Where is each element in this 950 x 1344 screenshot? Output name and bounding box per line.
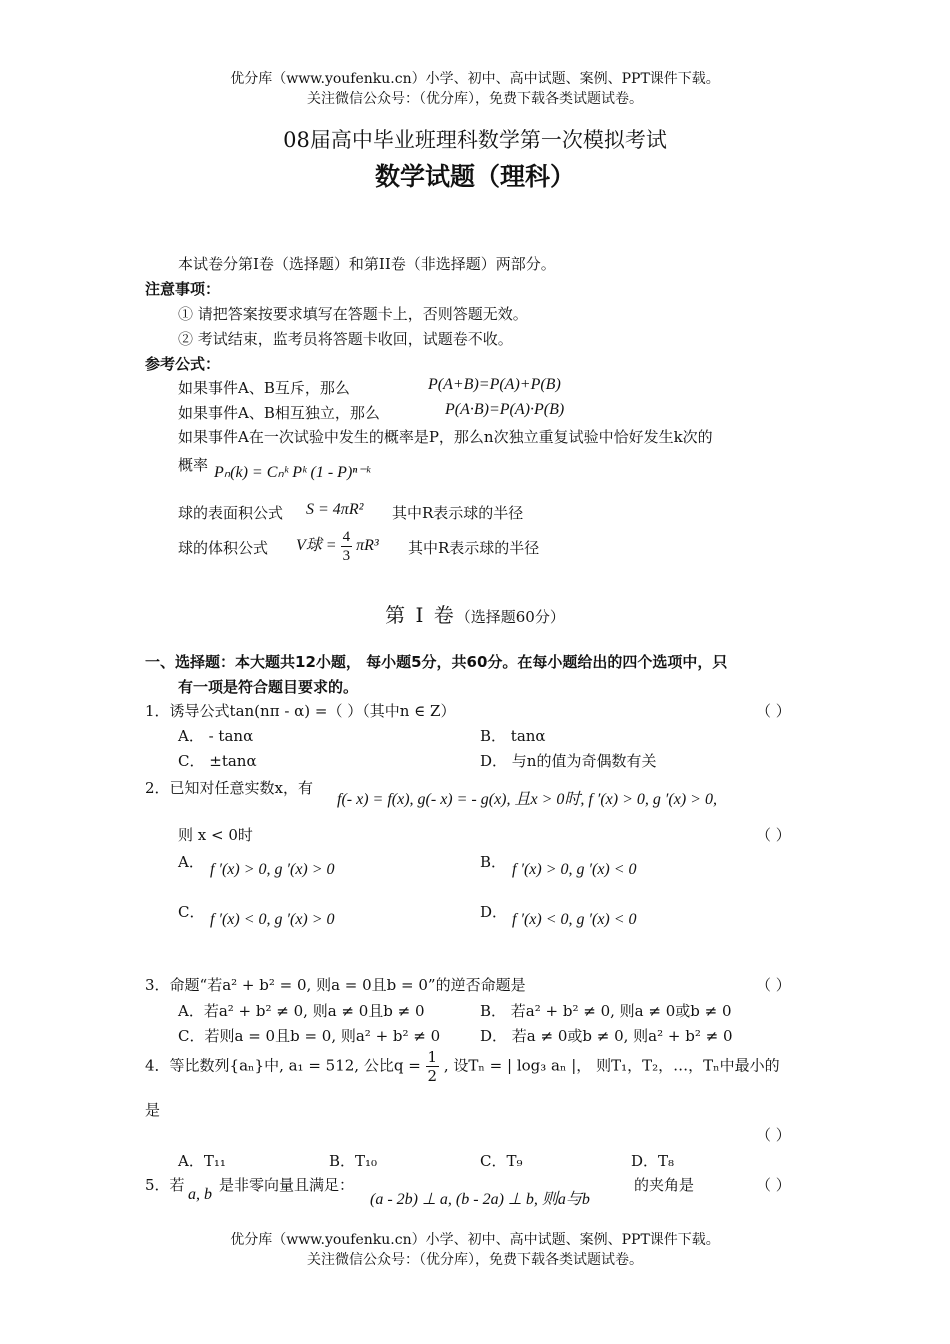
q4-option-a[interactable]: A．T₁₁ bbox=[178, 1152, 226, 1170]
q5-stem-part-a: 5．若 bbox=[145, 1176, 185, 1194]
q5-stem-part-b: 是非零向量且满足： bbox=[219, 1176, 355, 1194]
site-footer-line-1: 优分库（www.youfenku.cn）小学、初中、高中试题、案例、PPT课件下载。 bbox=[230, 1232, 720, 1248]
q2-option-c-label[interactable]: C． bbox=[178, 903, 205, 921]
q4-answer-paren[interactable]: （ ） bbox=[756, 1126, 791, 1144]
q2-option-d-label[interactable]: D． bbox=[480, 903, 508, 921]
binomial-label: 概率 bbox=[178, 456, 209, 474]
section-title-sub: （选择题60分） bbox=[455, 608, 565, 626]
binomial-text: 如果事件A在一次试验中发生的概率是P，那么n次独立重复试验中恰好发生k次的 bbox=[178, 428, 713, 446]
part1-instructions-line-2: 有一项是符合题目要求的。 bbox=[178, 678, 359, 696]
sphere-volume-note: 其中R表示球的半径 bbox=[408, 539, 540, 557]
formulas-heading: 参考公式： bbox=[145, 355, 221, 373]
q4-option-d[interactable]: D．T₈ bbox=[631, 1152, 675, 1170]
q1-stem: 1．诱导公式tan(nπ - α) =（ ）（其中n ∈ Z） bbox=[145, 702, 456, 720]
exclusive-events-formula: P(A+B)=P(A)+P(B) bbox=[428, 376, 561, 393]
part1-instructions-line-1: 一、选择题：本大题共12小题， 每小题5分，共60分。在每小题给出的四个选项中，只 bbox=[145, 653, 728, 671]
q4-ratio-numerator: 1 bbox=[427, 1048, 438, 1066]
sphere-volume-lhs: V球 = bbox=[296, 537, 337, 555]
q2-option-d[interactable]: f ′(x) < 0, g ′(x) < 0 bbox=[512, 911, 637, 928]
sphere-volume-fraction bbox=[341, 528, 353, 565]
q1-option-c[interactable]: C． ±tanα bbox=[178, 752, 257, 770]
binomial-formula: Pₙ(k) = Cₙᵏ Pᵏ (1 - P)ⁿ⁻ᵏ bbox=[214, 464, 371, 481]
q1-option-a[interactable]: A． - tanα bbox=[178, 727, 254, 745]
q2-option-c[interactable]: f ′(x) < 0, g ′(x) > 0 bbox=[210, 911, 335, 928]
sphere-volume-rhs: πR³ bbox=[356, 537, 379, 555]
notes-heading: 注意事项： bbox=[145, 280, 221, 298]
q4-ratio-denominator: 2 bbox=[427, 1067, 438, 1085]
sphere-volume-formula bbox=[296, 528, 379, 565]
q2-option-b[interactable]: f ′(x) > 0, g ′(x) < 0 bbox=[512, 861, 637, 878]
q4-stem-part-b: , 设Tₙ = | log₃ aₙ |， 则T₁，T₂，…，Tₙ中最小的 bbox=[443, 1056, 780, 1075]
sphere-volume-text: 球的体积公式 bbox=[178, 539, 269, 557]
q4-ratio-fraction bbox=[426, 1048, 440, 1085]
q3-stem: 3．命题“若a² + b² = 0, 则a = 0且b = 0”的逆否命题是 bbox=[145, 976, 526, 994]
q3-option-a[interactable]: A．若a² + b² ≠ 0, 则a ≠ 0且b ≠ 0 bbox=[178, 1002, 425, 1020]
note-item-1: ① 请把答案按要求填写在答题卡上，否则答题无效。 bbox=[178, 305, 528, 323]
q1-option-b[interactable]: B． tanα bbox=[480, 727, 546, 745]
site-footer-line-2: 关注微信公众号：（优分库），免费下载各类试题试卷。 bbox=[307, 1252, 643, 1268]
q3-option-d[interactable]: D． 若a ≠ 0或b ≠ 0, 则a² + b² ≠ 0 bbox=[480, 1027, 733, 1045]
q5-answer-paren[interactable]: （ ） bbox=[756, 1176, 791, 1194]
q3-option-c[interactable]: C．若则a = 0且b = 0, 则a² + b² ≠ 0 bbox=[178, 1027, 441, 1045]
q5-formula: (a - 2b) ⊥ a, (b - 2a) ⊥ b, 则a与b bbox=[370, 1191, 590, 1208]
sphere-area-formula: S = 4πR² bbox=[306, 501, 364, 518]
q1-answer-paren[interactable]: （ ） bbox=[756, 702, 791, 720]
section-title bbox=[0, 599, 950, 628]
independent-events-formula: P(A·B)=P(A)·P(B) bbox=[445, 401, 565, 418]
q2-option-b-label[interactable]: B． bbox=[480, 853, 507, 871]
sphere-volume-denominator: 3 bbox=[342, 548, 351, 564]
sphere-volume-numerator: 4 bbox=[342, 529, 351, 545]
q2-option-a[interactable]: f ′(x) > 0, g ′(x) > 0 bbox=[210, 861, 335, 878]
sphere-area-text: 球的表面积公式 bbox=[178, 504, 284, 522]
site-header-line-1: 优分库（www.youfenku.cn）小学、初中、高中试题、案例、PPT课件下载。 bbox=[230, 71, 720, 87]
q2-stem: 2．已知对任意实数x，有 bbox=[145, 779, 314, 797]
exam-title: 08届高中毕业班理科数学第一次模拟考试 bbox=[283, 128, 667, 152]
exam-subtitle: 数学试题（理科） bbox=[374, 162, 575, 191]
sphere-area-note: 其中R表示球的半径 bbox=[392, 504, 524, 522]
q2-then: 则 x < 0时 bbox=[178, 826, 253, 844]
exclusive-events-text: 如果事件A、B互斥，那么 bbox=[178, 379, 350, 397]
site-header-line-2: 关注微信公众号：（优分库），免费下载各类试题试卷。 bbox=[307, 91, 643, 107]
q3-option-b[interactable]: B． 若a² + b² ≠ 0, 则a ≠ 0或b ≠ 0 bbox=[480, 1002, 732, 1020]
section-title-main: 第 I 卷 bbox=[385, 603, 456, 627]
q3-answer-paren[interactable]: （ ） bbox=[756, 976, 791, 994]
q4-stem-part-a: 4．等比数列{aₙ}中, a₁ = 512, 公比q = bbox=[145, 1056, 421, 1075]
independent-events-text: 如果事件A、B相互独立，那么 bbox=[178, 404, 380, 422]
q4-stem bbox=[145, 1048, 780, 1085]
q4-option-b[interactable]: B．T₁₀ bbox=[329, 1152, 378, 1170]
q4-stem-part-c: 是 bbox=[145, 1101, 161, 1119]
q1-option-d[interactable]: D． 与n的值为奇偶数有关 bbox=[480, 752, 657, 770]
q2-option-a-label[interactable]: A． bbox=[178, 853, 204, 871]
q2-answer-paren[interactable]: （ ） bbox=[756, 826, 791, 844]
q5-stem-part-c: 的夹角是 bbox=[634, 1176, 695, 1194]
intro-text: 本试卷分第I卷（选择题）和第II卷（非选择题）两部分。 bbox=[178, 255, 556, 273]
note-item-2: ② 考试结束，监考员将答题卡收回，试题卷不收。 bbox=[178, 330, 513, 348]
q4-option-c[interactable]: C．T₉ bbox=[480, 1152, 523, 1170]
q5-vector-vars: a, b bbox=[188, 1186, 212, 1203]
q2-formula: f(- x) = f(x), g(- x) = - g(x), 且x > 0时, f ′(x) > 0, g ′(x) > 0, bbox=[337, 791, 717, 808]
